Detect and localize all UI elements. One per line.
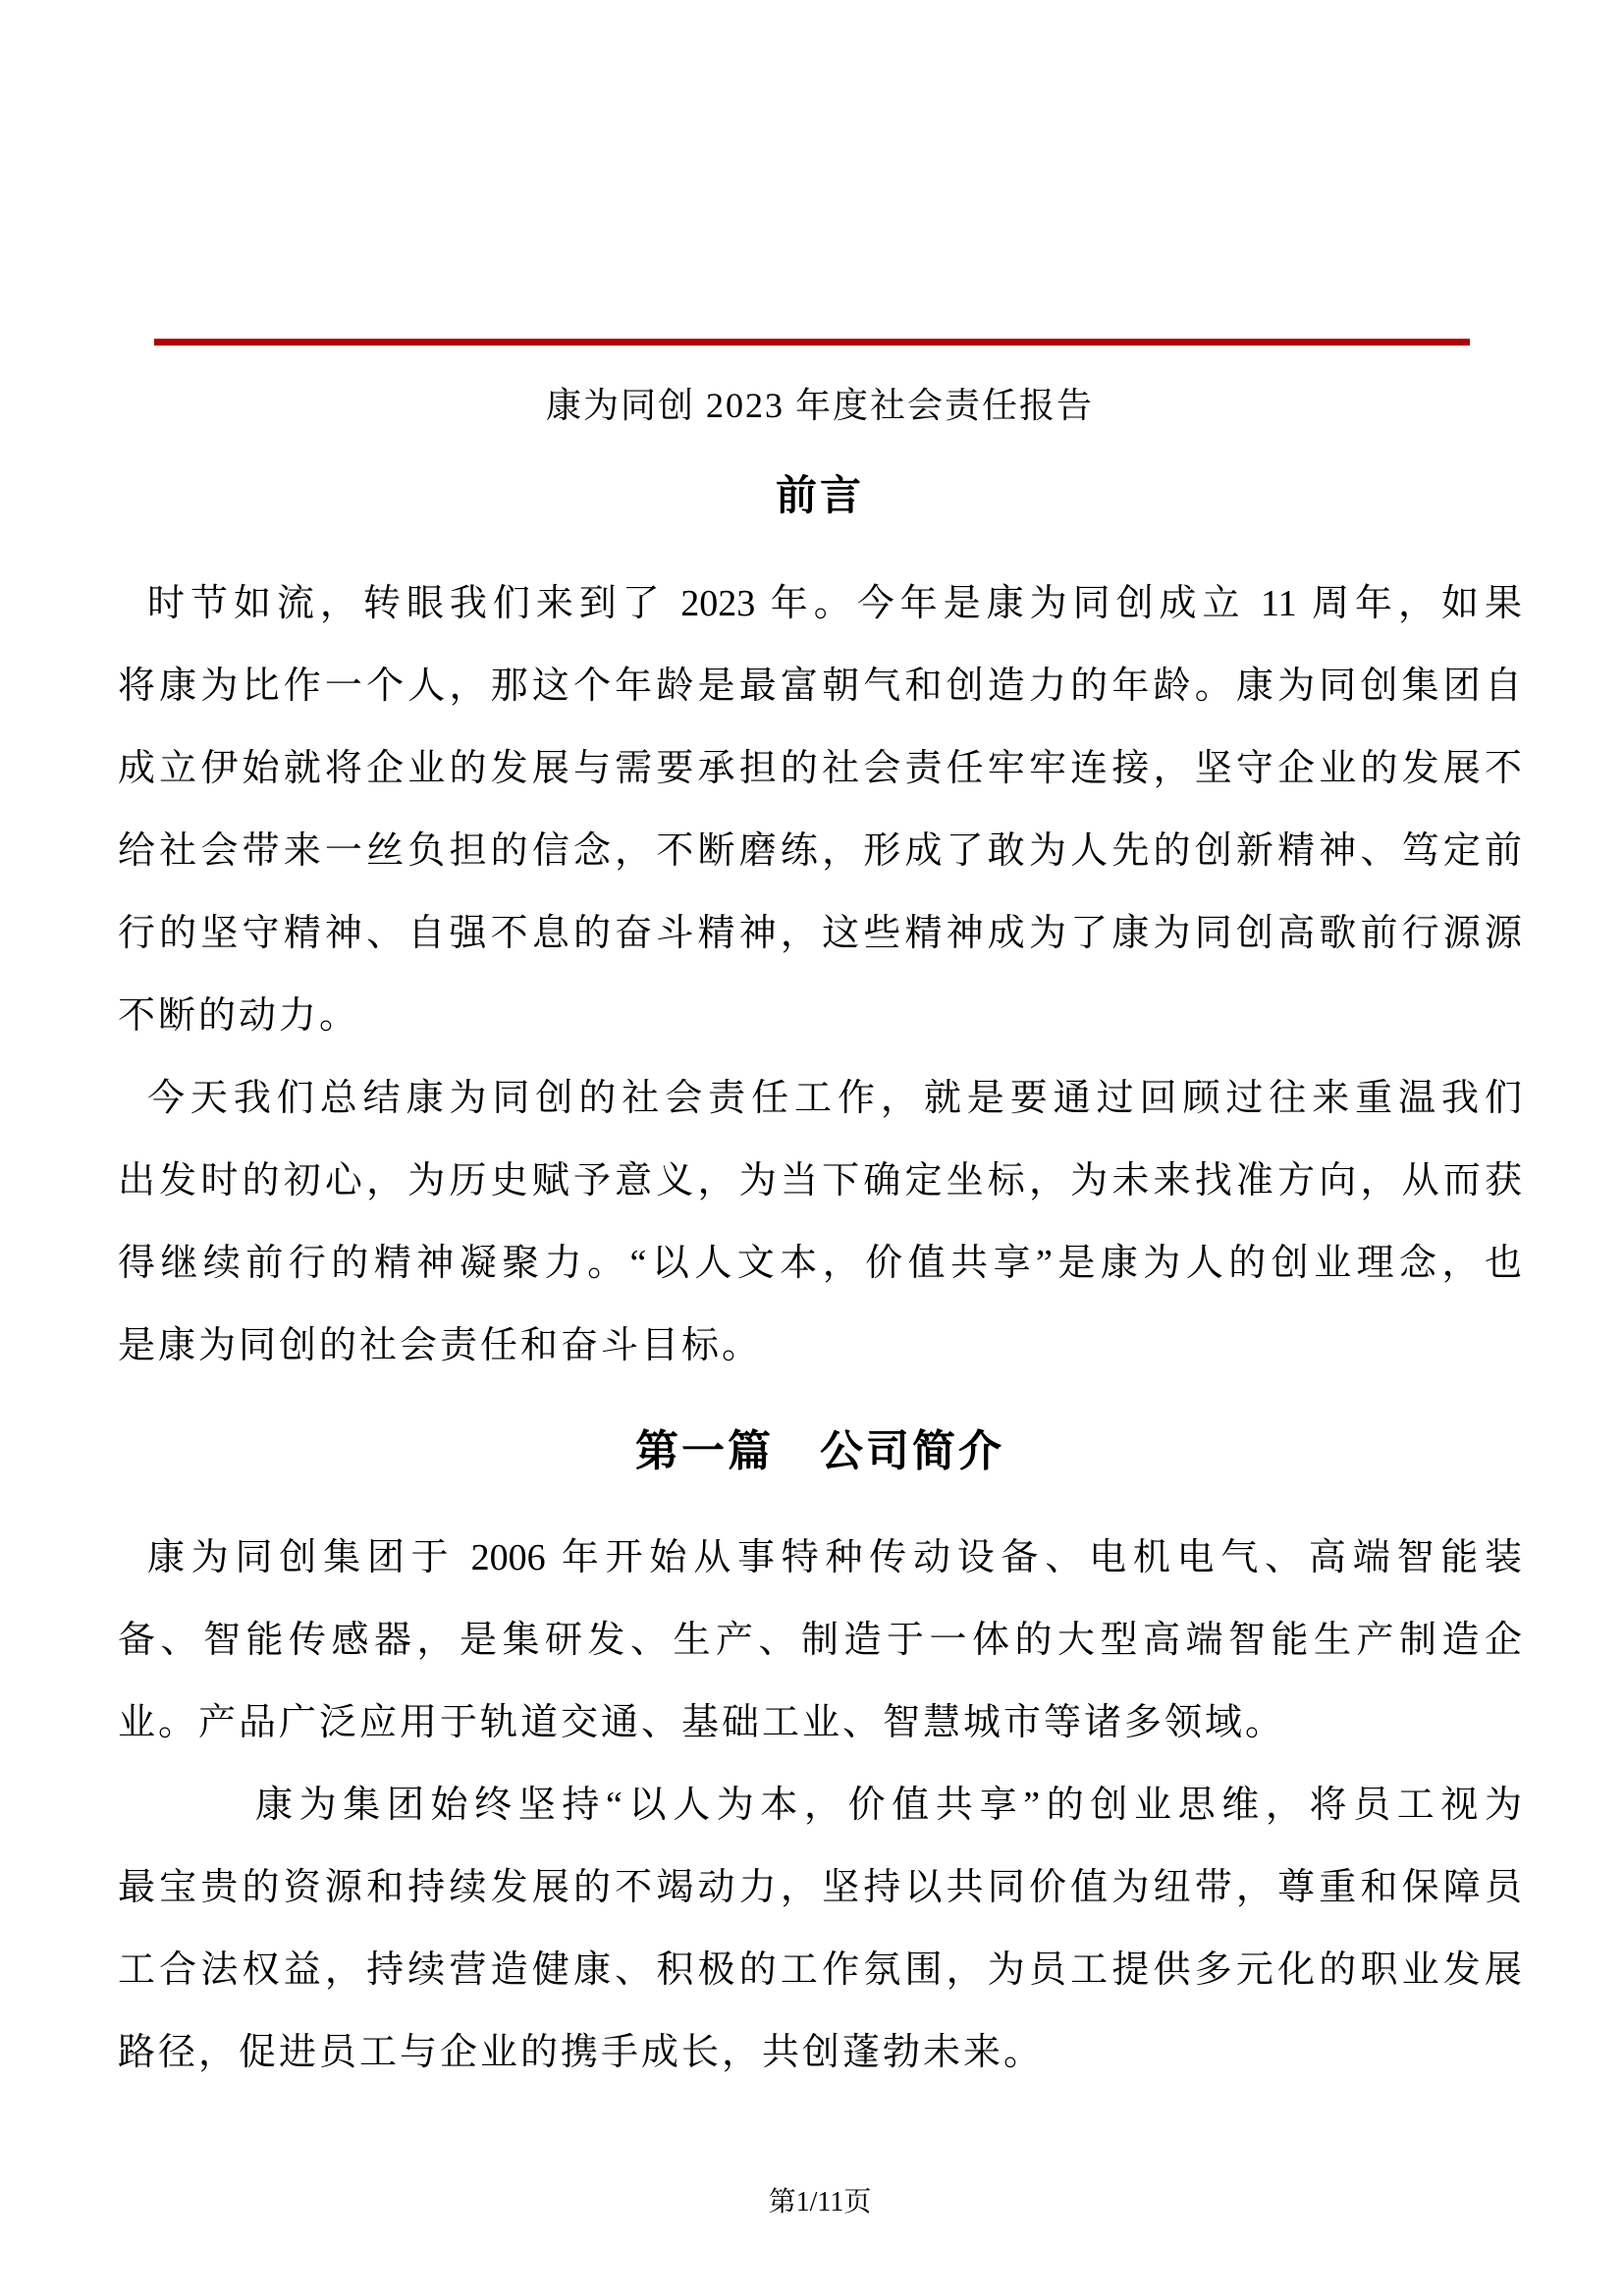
body-line: 康为同创集团于 2006 年开始从事特种传动设备、电机电气、高端智能装 [147, 1537, 1522, 1578]
body-line: 最宝贵的资源和持续发展的不竭动力，坚持以共同价值为纽带，尊重和保障员 [118, 1867, 1522, 1908]
body-line: 备、智能传感器，是集研发、生产、制造于一体的大型高端智能生产制造企 [118, 1620, 1522, 1661]
body-line: 路径，促进员工与企业的携手成长，共创蓬勃未来。 [118, 2032, 1045, 2073]
body-line: 行的坚守精神、自强不息的奋斗精神，这些精神成为了康为同创高歌前行源源 [118, 913, 1522, 954]
body-line: 将康为比作一个人，那这个年龄是最富朝气和创造力的年龄。康为同创集团自 [118, 666, 1522, 707]
header-accent-rule [154, 339, 1470, 346]
body-line: 是康为同创的社会责任和奋斗目标。 [118, 1325, 763, 1366]
body-line: 给社会带来一丝负担的信念，不断磨练，形成了敢为人先的创新精神、笃定前 [118, 830, 1522, 872]
body-line: 工合法权益，持续营造健康、积极的工作氛围，为员工提供多元化的职业发展 [118, 1949, 1522, 1991]
body-line: 今天我们总结康为同创的社会责任工作，就是要通过回顾过往来重温我们 [147, 1078, 1522, 1119]
body-line: 不断的动力。 [118, 995, 360, 1037]
body-line: 业。产品广泛应用于轨道交通、基础工业、智慧城市等诸多领域。 [118, 1702, 1286, 1743]
section1-heading: 第一篇 公司简介 [635, 1427, 1004, 1475]
page-number: 第1/11页 [768, 2187, 872, 2217]
preface-heading: 前言 [775, 474, 864, 519]
body-line: 时节如流，转眼我们来到了 2023 年。今年是康为同创成立 11 周年，如果 [147, 583, 1522, 624]
body-line: 得继续前行的精神凝聚力。“以人文本，价值共享”是康为人的创业理念，也 [118, 1243, 1522, 1284]
document-title: 康为同创 2023 年度社会责任报告 [545, 386, 1094, 425]
body-line: 康为集团始终坚持“以人为本，价值共享”的创业思维，将员工视为 [255, 1785, 1522, 1826]
body-line: 出发时的初心，为历史赋予意义，为当下确定坐标，为未来找准方向，从而获 [118, 1160, 1522, 1201]
body-line: 成立伊始就将企业的发展与需要承担的社会责任牢牢连接，坚守企业的发展不 [118, 748, 1522, 789]
